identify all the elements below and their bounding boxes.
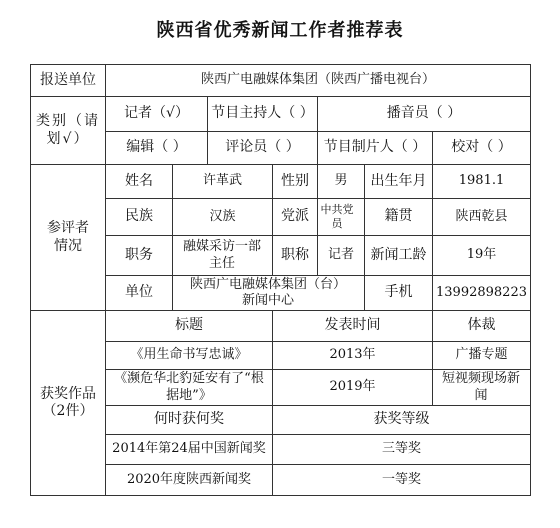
awards-col-level: 获奖等级 xyxy=(373,411,430,428)
award-row-1-name: 2014年第24届中国新闻奖 xyxy=(112,441,266,457)
category-option-announcer: 播音员（ ） xyxy=(386,105,462,122)
name-label: 姓名 xyxy=(125,172,153,189)
phone-label: 手机 xyxy=(384,284,413,301)
title-label: 职称 xyxy=(281,246,309,263)
party-label: 党派 xyxy=(281,208,309,225)
birth-value: 1981.1 xyxy=(458,173,505,189)
category-option-commentator: 评论员（ ） xyxy=(225,139,300,156)
employer-value: 陕西广电融媒体集团（台）新闻中心 xyxy=(189,276,346,308)
gender-value: 男 xyxy=(334,173,348,189)
unit-label: 报送单位 xyxy=(40,71,96,88)
work-row-2-date: 2019年 xyxy=(329,379,376,395)
position-label: 职务 xyxy=(125,246,153,263)
phone-value: 13992898223 xyxy=(436,284,527,300)
works-col-title: 标题 xyxy=(175,317,203,334)
native-value: 陕西乾县 xyxy=(455,208,508,224)
page-title: 陕西省优秀新闻工作者推荐表 xyxy=(156,20,404,41)
years-value: 19年 xyxy=(466,247,497,263)
award-row-2-name: 2020年度陕西新闻奖 xyxy=(126,471,252,487)
category-option-host: 节目主持人（ ） xyxy=(211,105,314,122)
unit-value: 陕西广电融媒体集团（陕西广播电视台） xyxy=(200,72,435,88)
ethnicity-label: 民族 xyxy=(125,208,153,225)
work-row-1-date: 2013年 xyxy=(329,347,376,363)
name-value: 许革武 xyxy=(202,173,242,189)
native-label: 籍贯 xyxy=(384,208,413,225)
work-row-2-genre: 短视频现场新闻 xyxy=(441,371,520,403)
works-col-date: 发表时间 xyxy=(324,317,381,334)
table-rule xyxy=(530,64,531,496)
work-row-1-title: 《用生命书写忠诚》 xyxy=(130,347,248,363)
works-section-label: 获奖作品（2件） xyxy=(40,385,96,419)
awards-col-award: 何时获何奖 xyxy=(154,411,224,428)
award-row-1-level: 三等奖 xyxy=(381,441,421,457)
category-option-proofreader: 校对（ ） xyxy=(451,139,512,156)
title-value: 记者 xyxy=(327,247,354,263)
category-option-producer: 节目制片人（ ） xyxy=(323,139,427,156)
years-label: 新闻工龄 xyxy=(370,246,427,263)
ethnicity-value: 汉族 xyxy=(209,208,236,224)
work-row-2-title: 《濒危华北豹延安有了“根据地”》 xyxy=(114,371,264,403)
category-label: 类别（请划√） xyxy=(36,113,100,147)
position-value: 融媒采访一部主任 xyxy=(182,239,261,271)
table-rule xyxy=(30,64,31,496)
work-row-1-genre: 广播专题 xyxy=(455,347,508,363)
candidate-section-label: 参评者情况 xyxy=(47,220,89,254)
gender-label: 性别 xyxy=(281,172,309,189)
category-option-editor: 编辑（ ） xyxy=(126,139,187,156)
birth-label: 出生年月 xyxy=(370,172,427,189)
award-row-2-level: 一等奖 xyxy=(381,471,421,487)
category-option-reporter: 记者（√） xyxy=(124,105,189,122)
employer-label: 单位 xyxy=(125,284,153,301)
party-value: 中共党员 xyxy=(320,203,354,230)
works-col-genre: 体裁 xyxy=(467,317,496,334)
